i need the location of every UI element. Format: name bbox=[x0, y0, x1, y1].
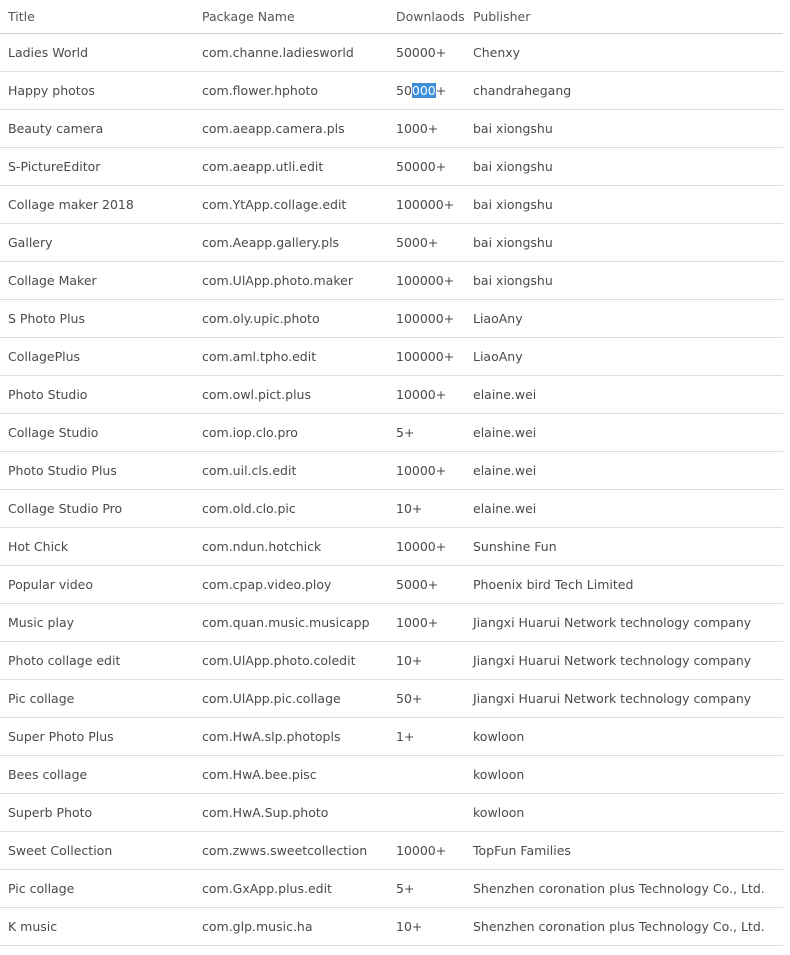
cell-publisher: elaine.wei bbox=[465, 490, 783, 528]
cell-downloads: 100000+ bbox=[388, 300, 465, 338]
downloads-text-after-selection: + bbox=[435, 83, 447, 98]
cell-package-name: com.UlApp.pic.collage bbox=[194, 680, 388, 718]
cell-downloads: 5+ bbox=[388, 414, 465, 452]
column-header-title: Title bbox=[0, 0, 194, 34]
cell-publisher: bai xiongshu bbox=[465, 262, 783, 300]
cell-title: Bees collage bbox=[0, 756, 194, 794]
cell-package-name: com.zwws.sweetcollection bbox=[194, 832, 388, 870]
table-row bbox=[0, 604, 783, 642]
cell-publisher: Jiangxi Huarui Network technology company bbox=[465, 680, 783, 718]
cell-downloads: 100000+ bbox=[388, 262, 465, 300]
cell-package-name: com.iop.clo.pro bbox=[194, 414, 388, 452]
cell-title: CollagePlus bbox=[0, 338, 194, 376]
cell-downloads: 10000+ bbox=[388, 528, 465, 566]
downloads-text-before-selection: 50 bbox=[396, 83, 412, 98]
cell-title: Super Photo Plus bbox=[0, 718, 194, 756]
cell-title: Collage maker 2018 bbox=[0, 186, 194, 224]
cell-downloads: 1000+ bbox=[388, 110, 465, 148]
cell-publisher: kowloon bbox=[465, 794, 783, 832]
cell-publisher: LiaoAny bbox=[465, 338, 783, 376]
cell-downloads: 50000+ bbox=[388, 34, 465, 72]
table-row bbox=[0, 338, 783, 376]
column-header-downloads: Downlaods bbox=[388, 0, 465, 34]
cell-package-name: com.Aeapp.gallery.pls bbox=[194, 224, 388, 262]
cell-publisher: LiaoAny bbox=[465, 300, 783, 338]
cell-title: S Photo Plus bbox=[0, 300, 194, 338]
table-row bbox=[0, 908, 783, 946]
selected-text-highlight[interactable]: 000 bbox=[411, 83, 436, 98]
table-row bbox=[0, 300, 783, 338]
cell-package-name: com.GxApp.plus.edit bbox=[194, 870, 388, 908]
cell-publisher: kowloon bbox=[465, 756, 783, 794]
cell-package-name: com.aml.tpho.edit bbox=[194, 338, 388, 376]
cell-publisher: bai xiongshu bbox=[465, 148, 783, 186]
cell-package-name: com.glp.music.ha bbox=[194, 908, 388, 946]
table-row bbox=[0, 490, 783, 528]
cell-package-name: com.UlApp.photo.coledit bbox=[194, 642, 388, 680]
table-row bbox=[0, 756, 783, 794]
cell-title: Music play bbox=[0, 604, 194, 642]
cell-package-name: com.aeapp.camera.pls bbox=[194, 110, 388, 148]
table-row bbox=[0, 34, 783, 72]
table-row bbox=[0, 832, 783, 870]
cell-title: Collage Maker bbox=[0, 262, 194, 300]
header-row bbox=[0, 0, 783, 34]
cell-publisher: TopFun Families bbox=[465, 832, 783, 870]
table-row bbox=[0, 794, 783, 832]
table-row bbox=[0, 870, 783, 908]
cell-publisher: Jiangxi Huarui Network technology company bbox=[465, 642, 783, 680]
cell-package-name: com.ndun.hotchick bbox=[194, 528, 388, 566]
cell-title: Popular video bbox=[0, 566, 194, 604]
cell-downloads: 10+ bbox=[388, 908, 465, 946]
cell-title: Superb Photo bbox=[0, 794, 194, 832]
cell-downloads: 5+ bbox=[388, 870, 465, 908]
cell-publisher: Sunshine Fun bbox=[465, 528, 783, 566]
cell-downloads: 50+ bbox=[388, 680, 465, 718]
cell-package-name: com.owl.pict.plus bbox=[194, 376, 388, 414]
cell-package-name: com.aeapp.utli.edit bbox=[194, 148, 388, 186]
cell-downloads: 100000+ bbox=[388, 338, 465, 376]
cell-package-name: com.HwA.bee.pisc bbox=[194, 756, 388, 794]
cell-package-name: com.HwA.slp.photopls bbox=[194, 718, 388, 756]
cell-title: Photo Studio bbox=[0, 376, 194, 414]
cell-title: Sweet Collection bbox=[0, 832, 194, 870]
cell-title: Gallery bbox=[0, 224, 194, 262]
cell-package-name: com.uil.cls.edit bbox=[194, 452, 388, 490]
cell-title: Pic collage bbox=[0, 870, 194, 908]
table-row bbox=[0, 680, 783, 718]
cell-title: Beauty camera bbox=[0, 110, 194, 148]
cell-publisher: chandrahegang bbox=[465, 72, 783, 110]
cell-downloads bbox=[388, 72, 465, 110]
cell-package-name: com.old.clo.pic bbox=[194, 490, 388, 528]
cell-publisher: elaine.wei bbox=[465, 452, 783, 490]
table-row bbox=[0, 148, 783, 186]
cell-package-name: com.oly.upic.photo bbox=[194, 300, 388, 338]
cell-publisher: elaine.wei bbox=[465, 414, 783, 452]
table-row bbox=[0, 642, 783, 680]
cell-publisher: elaine.wei bbox=[465, 376, 783, 414]
cell-title: Collage Studio bbox=[0, 414, 194, 452]
cell-package-name: com.channe.ladiesworld bbox=[194, 34, 388, 72]
table-row bbox=[0, 452, 783, 490]
column-header-package: Package Name bbox=[194, 0, 388, 34]
cell-publisher: bai xiongshu bbox=[465, 224, 783, 262]
table-row bbox=[0, 376, 783, 414]
cell-downloads: 5000+ bbox=[388, 566, 465, 604]
table-row bbox=[0, 186, 783, 224]
table-row bbox=[0, 528, 783, 566]
cell-package-name: com.quan.music.musicapp bbox=[194, 604, 388, 642]
cell-title: S-PictureEditor bbox=[0, 148, 194, 186]
table-row bbox=[0, 110, 783, 148]
cell-downloads: 1000+ bbox=[388, 604, 465, 642]
cell-downloads: 10000+ bbox=[388, 452, 465, 490]
cell-package-name: com.flower.hphoto bbox=[194, 72, 388, 110]
cell-downloads bbox=[388, 794, 465, 832]
table-row bbox=[0, 262, 783, 300]
cell-publisher: Jiangxi Huarui Network technology company bbox=[465, 604, 783, 642]
cell-package-name: com.UlApp.photo.maker bbox=[194, 262, 388, 300]
cell-downloads: 5000+ bbox=[388, 224, 465, 262]
table-row bbox=[0, 224, 783, 262]
cell-downloads: 10+ bbox=[388, 490, 465, 528]
cell-publisher: bai xiongshu bbox=[465, 110, 783, 148]
cell-publisher: kowloon bbox=[465, 718, 783, 756]
cell-title: Happy photos bbox=[0, 72, 194, 110]
cell-package-name: com.HwA.Sup.photo bbox=[194, 794, 388, 832]
cell-title: Ladies World bbox=[0, 34, 194, 72]
cell-downloads: 1+ bbox=[388, 718, 465, 756]
cell-publisher: bai xiongshu bbox=[465, 186, 783, 224]
cell-publisher: Shenzhen coronation plus Technology Co., Ltd. bbox=[465, 870, 783, 908]
cell-title: Photo collage edit bbox=[0, 642, 194, 680]
cell-downloads bbox=[388, 756, 465, 794]
cell-title: Photo Studio Plus bbox=[0, 452, 194, 490]
cell-title: Collage Studio Pro bbox=[0, 490, 194, 528]
cell-downloads: 10000+ bbox=[388, 376, 465, 414]
cell-downloads: 10+ bbox=[388, 642, 465, 680]
cell-publisher: Shenzhen coronation plus Technology Co., Ltd. bbox=[465, 908, 783, 946]
cell-downloads: 100000+ bbox=[388, 186, 465, 224]
cell-package-name: com.cpap.video.ploy bbox=[194, 566, 388, 604]
cell-publisher: Phoenix bird Tech Limited bbox=[465, 566, 783, 604]
cell-title: Pic collage bbox=[0, 680, 194, 718]
table-row bbox=[0, 566, 783, 604]
cell-publisher: Chenxy bbox=[465, 34, 783, 72]
cell-title: K music bbox=[0, 908, 194, 946]
cell-package-name: com.YtApp.collage.edit bbox=[194, 186, 388, 224]
column-header-publisher: Publisher bbox=[465, 0, 783, 34]
cell-downloads: 50000+ bbox=[388, 148, 465, 186]
cell-downloads: 10000+ bbox=[388, 832, 465, 870]
table-row bbox=[0, 718, 783, 756]
table-row bbox=[0, 414, 783, 452]
cell-title: Hot Chick bbox=[0, 528, 194, 566]
table-row bbox=[0, 72, 783, 110]
